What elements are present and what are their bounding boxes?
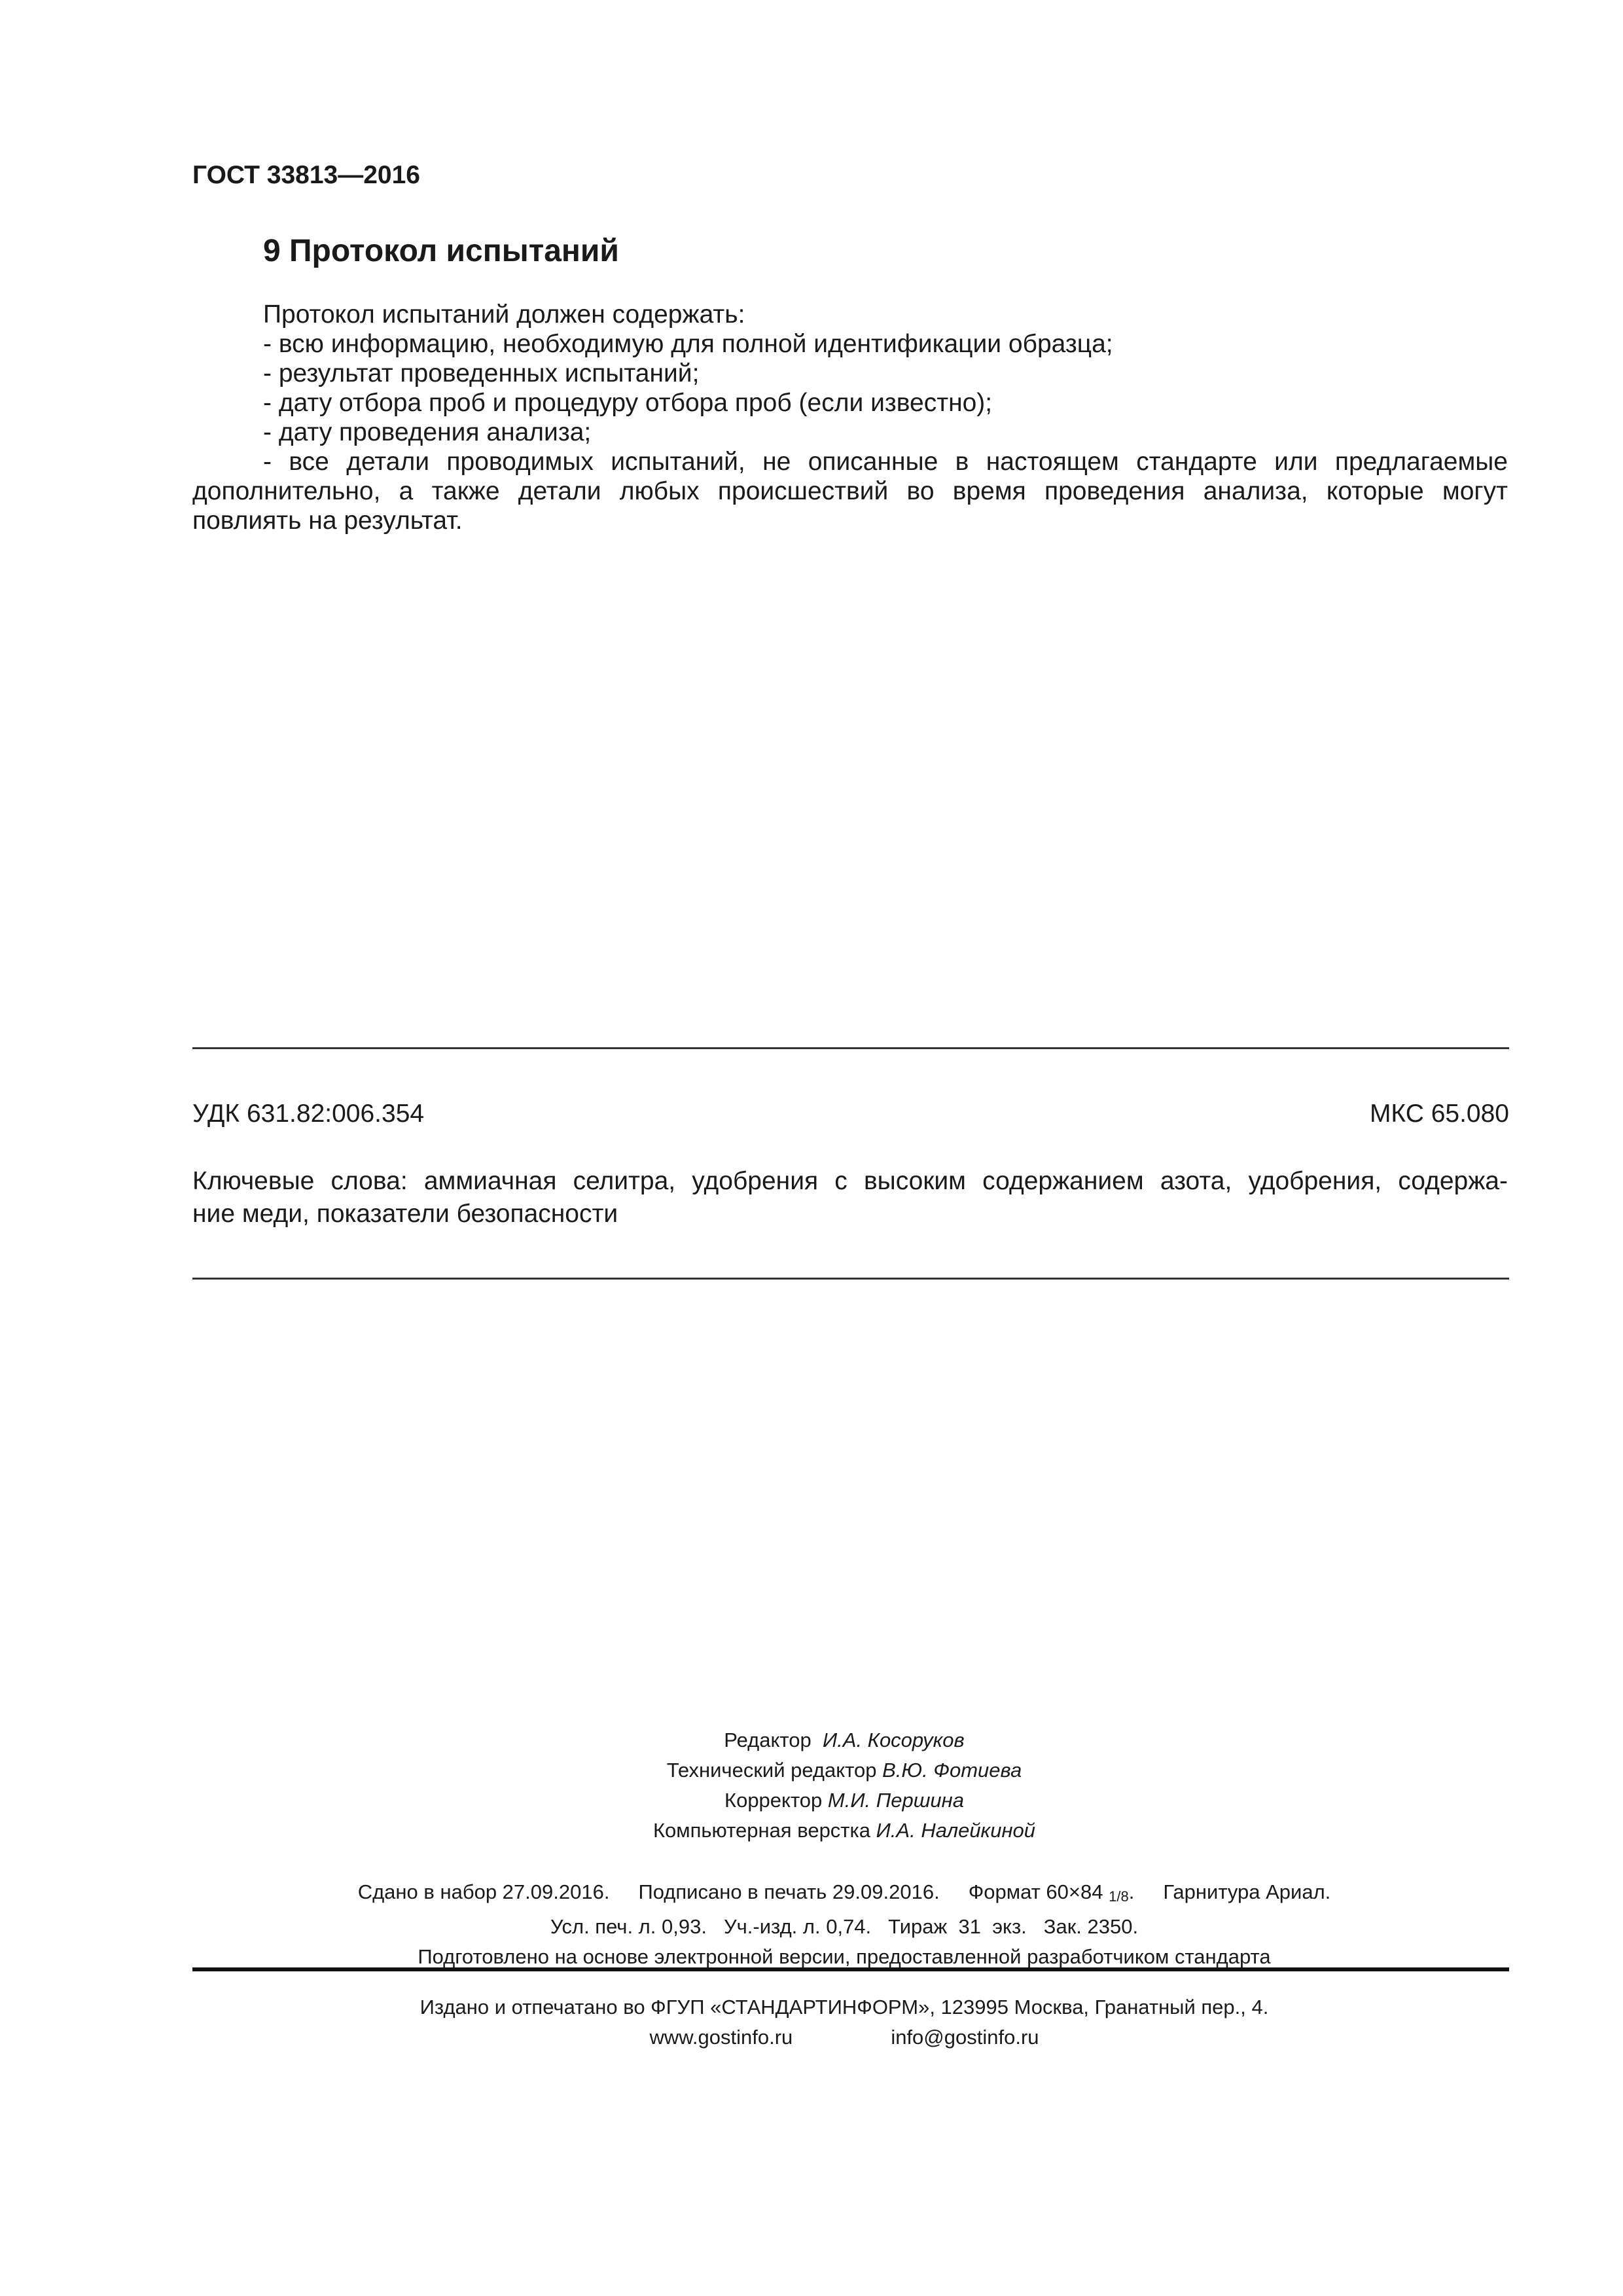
font-name: Гарнитура Ариал. (1163, 1880, 1331, 1903)
submitted-date: Сдано в набор 27.09.2016. (357, 1880, 610, 1903)
section-body (192, 300, 1508, 535)
keywords-line: Ключевые слова: аммиачная селитра, удобрения с высоким содержанием азота, удобрения, содержа- (192, 1167, 1508, 1195)
publication-row-1: Сдано в набор 27.09.2016. Подписано в печать 29.09.2016. Формат 60×84 1/8. Гарнитура Ариал. (357, 1880, 1331, 1905)
list-item: - дату проведения анализа; (263, 418, 592, 446)
format-fraction: 1/8 (1109, 1888, 1129, 1905)
corrector-label: Корректор (724, 1789, 823, 1812)
divider-bottom (192, 1967, 1509, 1971)
corrector-name: М.И. Першина (827, 1789, 964, 1812)
print-run: Тираж 31 экз. (888, 1915, 1027, 1938)
publisher-info (0, 1992, 1623, 2053)
keywords (192, 1165, 1508, 1230)
keywords-line: ние меди, показатели безопасности (192, 1200, 618, 1228)
section-title: 9 Протокол испытаний (263, 234, 619, 268)
publishing-sheets: Уч.-изд. л. 0,74. (723, 1915, 872, 1938)
paper-format: Формат 60×84 (968, 1880, 1103, 1903)
print-sheets: Усл. печ. л. 0,93. (550, 1915, 707, 1938)
layout-row (0, 1816, 1623, 1846)
mks-code: МКС 65.080 (1369, 1100, 1509, 1128)
list-item-line: повлиять на результат. (192, 507, 463, 535)
tech-editor-row (0, 1755, 1623, 1785)
publication-row-2 (0, 1912, 1623, 1942)
list-item: - дату отбора проб и процедуру отбора проб (если известно); (263, 389, 993, 417)
signed-date: Подписано в печать 29.09.2016. (638, 1880, 940, 1903)
list-item-line: дополнительно, а также детали любых происшествий во время проведения анализа, которые могут (192, 477, 1508, 505)
order-number: Зак. 2350. (1043, 1915, 1139, 1938)
editor-name: И.А. Косоруков (822, 1729, 965, 1751)
list-item: - результат проведенных испытаний; (263, 359, 700, 387)
udk-code: УДК 631.82:006.354 (192, 1100, 425, 1128)
editorial-credits (0, 1725, 1623, 1846)
divider-middle (192, 1278, 1509, 1280)
document-code: ГОСТ 33813—2016 (192, 161, 420, 189)
layout-label: Компьютерная верстка (653, 1819, 870, 1842)
prepared-note: Подготовлено на основе электронной версии, предоставленной разработчиком стандарта (418, 1945, 1271, 1968)
editor-row (0, 1725, 1623, 1755)
section-intro: Протокол испытаний должен содержать: (263, 300, 745, 329)
divider-top (192, 1047, 1509, 1049)
publisher-address: Издано и отпечатано во ФГУП «СТАНДАРТИНФОРМ», 123995 Москва, Гранатный пер., 4. (419, 1996, 1269, 2018)
list-item-line: - все детали проводимых испытаний, не описанные в настоящем стандарте или предлагаемые (263, 448, 1508, 476)
website-link[interactable]: www.gostinfo.ru (649, 2026, 793, 2049)
publisher-contacts (0, 2022, 1623, 2053)
publication-details (0, 1877, 1623, 1972)
tech-editor-name: В.Ю. Фотиева (882, 1759, 1022, 1782)
list-item: - всю информацию, необходимую для полной идентификации образца; (263, 330, 1113, 358)
editor-label: Редактор (724, 1729, 812, 1751)
layout-name: И.А. Налейкиной (876, 1819, 1035, 1842)
tech-editor-label: Технический редактор (666, 1759, 877, 1782)
corrector-row (0, 1785, 1623, 1816)
email-link[interactable]: info@gostinfo.ru (891, 2026, 1039, 2049)
